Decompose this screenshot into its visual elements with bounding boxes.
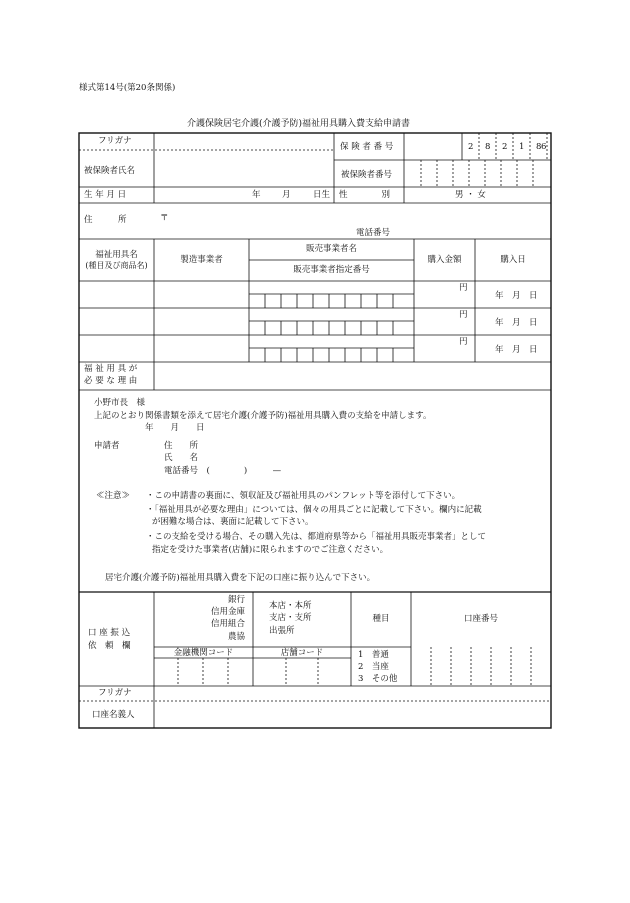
yen-unit: 円 (459, 283, 468, 293)
insurer-digit: 8 (485, 142, 491, 152)
branch-type[interactable]: 本店・本所 (269, 601, 312, 611)
applicant-name-label: 氏 名 (164, 453, 199, 463)
applicant-label: 申請者 (94, 441, 120, 451)
note-item: が困難な場合は、裏面に記載して下さい。 (152, 517, 314, 527)
insurer-number-label: 保 険 者 番 号 (340, 142, 394, 152)
purchase-date-units: 年 月 日 (495, 345, 538, 355)
birth-year-unit: 年 (252, 190, 261, 200)
col-maker: 製造事業者 (180, 255, 223, 265)
account-type-label: 種目 (372, 614, 390, 624)
institution-type[interactable]: 農協 (227, 632, 245, 642)
reason-label: 福 祉 用 具 が (84, 364, 138, 374)
account-type-option[interactable]: 3 その他 (358, 674, 398, 684)
bank-request-label: 口 座 振 込 (88, 628, 131, 638)
insured-number-label: 被保険者番号 (341, 170, 393, 180)
institution-type[interactable]: 信用組合 (210, 619, 245, 629)
sex-label: 性 別 (339, 190, 391, 200)
form-number: 様式第14号(第20条関係) (79, 83, 176, 93)
note-item: ・この支給を受ける場合、その購入先は、都道府県等から「福祉用具販売事業者」として (146, 532, 487, 542)
note-item: ・この申請書の裏面に、領収証及び福祉用具のパンフレット等を添付して下さい。 (146, 491, 461, 501)
purchase-date-units: 年 月 日 (495, 291, 538, 301)
notes-heading: ≪注意≫ (96, 491, 131, 501)
account-type-option[interactable]: 1 普通 (358, 650, 389, 660)
application-date: 年 月 日 (145, 423, 205, 433)
addressee: 小野市長 様 (94, 398, 146, 408)
col-item-name-sub: (種目及び商品名) (85, 261, 148, 270)
purchase-date-units: 年 月 日 (495, 318, 538, 328)
bank-request-label-2: 依 頼 欄 (88, 641, 131, 651)
account-number-label: 口座番号 (463, 614, 498, 624)
col-amount: 購入金額 (427, 255, 462, 265)
furigana-label: フリガナ (98, 136, 132, 146)
insurer-digit: 8 (536, 142, 542, 152)
birth-date-label: 生 年 月 日 (84, 190, 127, 200)
address-label: 住 所 (84, 215, 127, 225)
institution-type[interactable]: 信用金庫 (210, 607, 245, 617)
insurer-digit: 2 (502, 142, 508, 152)
reason-label-2: 必 要 な 理 由 (84, 376, 138, 386)
note-item: 指定を受けた事業者(店舗)に限られますのでご注意ください。 (152, 545, 389, 555)
reason-field[interactable] (155, 363, 550, 389)
insured-name-field[interactable] (155, 151, 333, 186)
insured-name-label: 被保険者氏名 (84, 166, 136, 176)
account-type-option[interactable]: 2 当座 (358, 662, 389, 672)
applicant-phone-label: 電話番号 ( ) — (164, 466, 282, 476)
holder-furigana-label: フリガナ (98, 688, 132, 698)
institution-type[interactable]: 銀行 (227, 595, 245, 605)
account-number-field[interactable] (412, 648, 550, 685)
bank-code-label: 金融機関コード (173, 648, 234, 658)
birth-day-unit: 日生 (313, 190, 331, 200)
col-item-name: 福祉用具名 (95, 250, 138, 260)
postal-mark: 〒 (160, 213, 169, 223)
col-seller-number: 販売事業者指定番号 (293, 265, 370, 275)
phone-label: 電話番号 (356, 228, 391, 238)
account-holder-field[interactable] (155, 702, 550, 727)
sex-options[interactable]: 男 ・ 女 (455, 190, 486, 200)
insurer-digit: 1 (519, 142, 525, 152)
insurer-digit: 6 (541, 142, 547, 152)
account-holder-label: 口座名義人 (92, 710, 135, 720)
branch-type[interactable]: 支店・支所 (269, 613, 312, 623)
yen-unit: 円 (459, 337, 468, 347)
yen-unit: 円 (459, 310, 468, 320)
note-item: ・「福祉用具が必要な理由」については、個々の用具ごとに記載して下さい。欄内に記載 (146, 505, 482, 515)
application-statement: 上記のとおり関係書類を添えて居宅介護(介護予防)福祉用具購入費の支給を申請します。 (94, 411, 432, 421)
insurer-digit: 2 (468, 142, 474, 152)
branch-code-label: 店舗コード (280, 648, 324, 658)
birth-month-unit: 月 (282, 190, 291, 200)
insured-number-field[interactable] (405, 161, 550, 186)
form-title: 介護保険居宅介護(介護予防)福祉用具購入費支給申請書 (187, 119, 411, 129)
transfer-statement: 居宅介護(介護予防)福祉用具購入費を下記の口座に振り込んで下さい。 (105, 573, 376, 583)
col-purchase-date: 購入日 (500, 255, 526, 265)
applicant-address-label: 住 所 (164, 441, 199, 451)
branch-type[interactable]: 出張所 (269, 626, 295, 636)
col-seller: 販売事業者名 (305, 244, 357, 254)
